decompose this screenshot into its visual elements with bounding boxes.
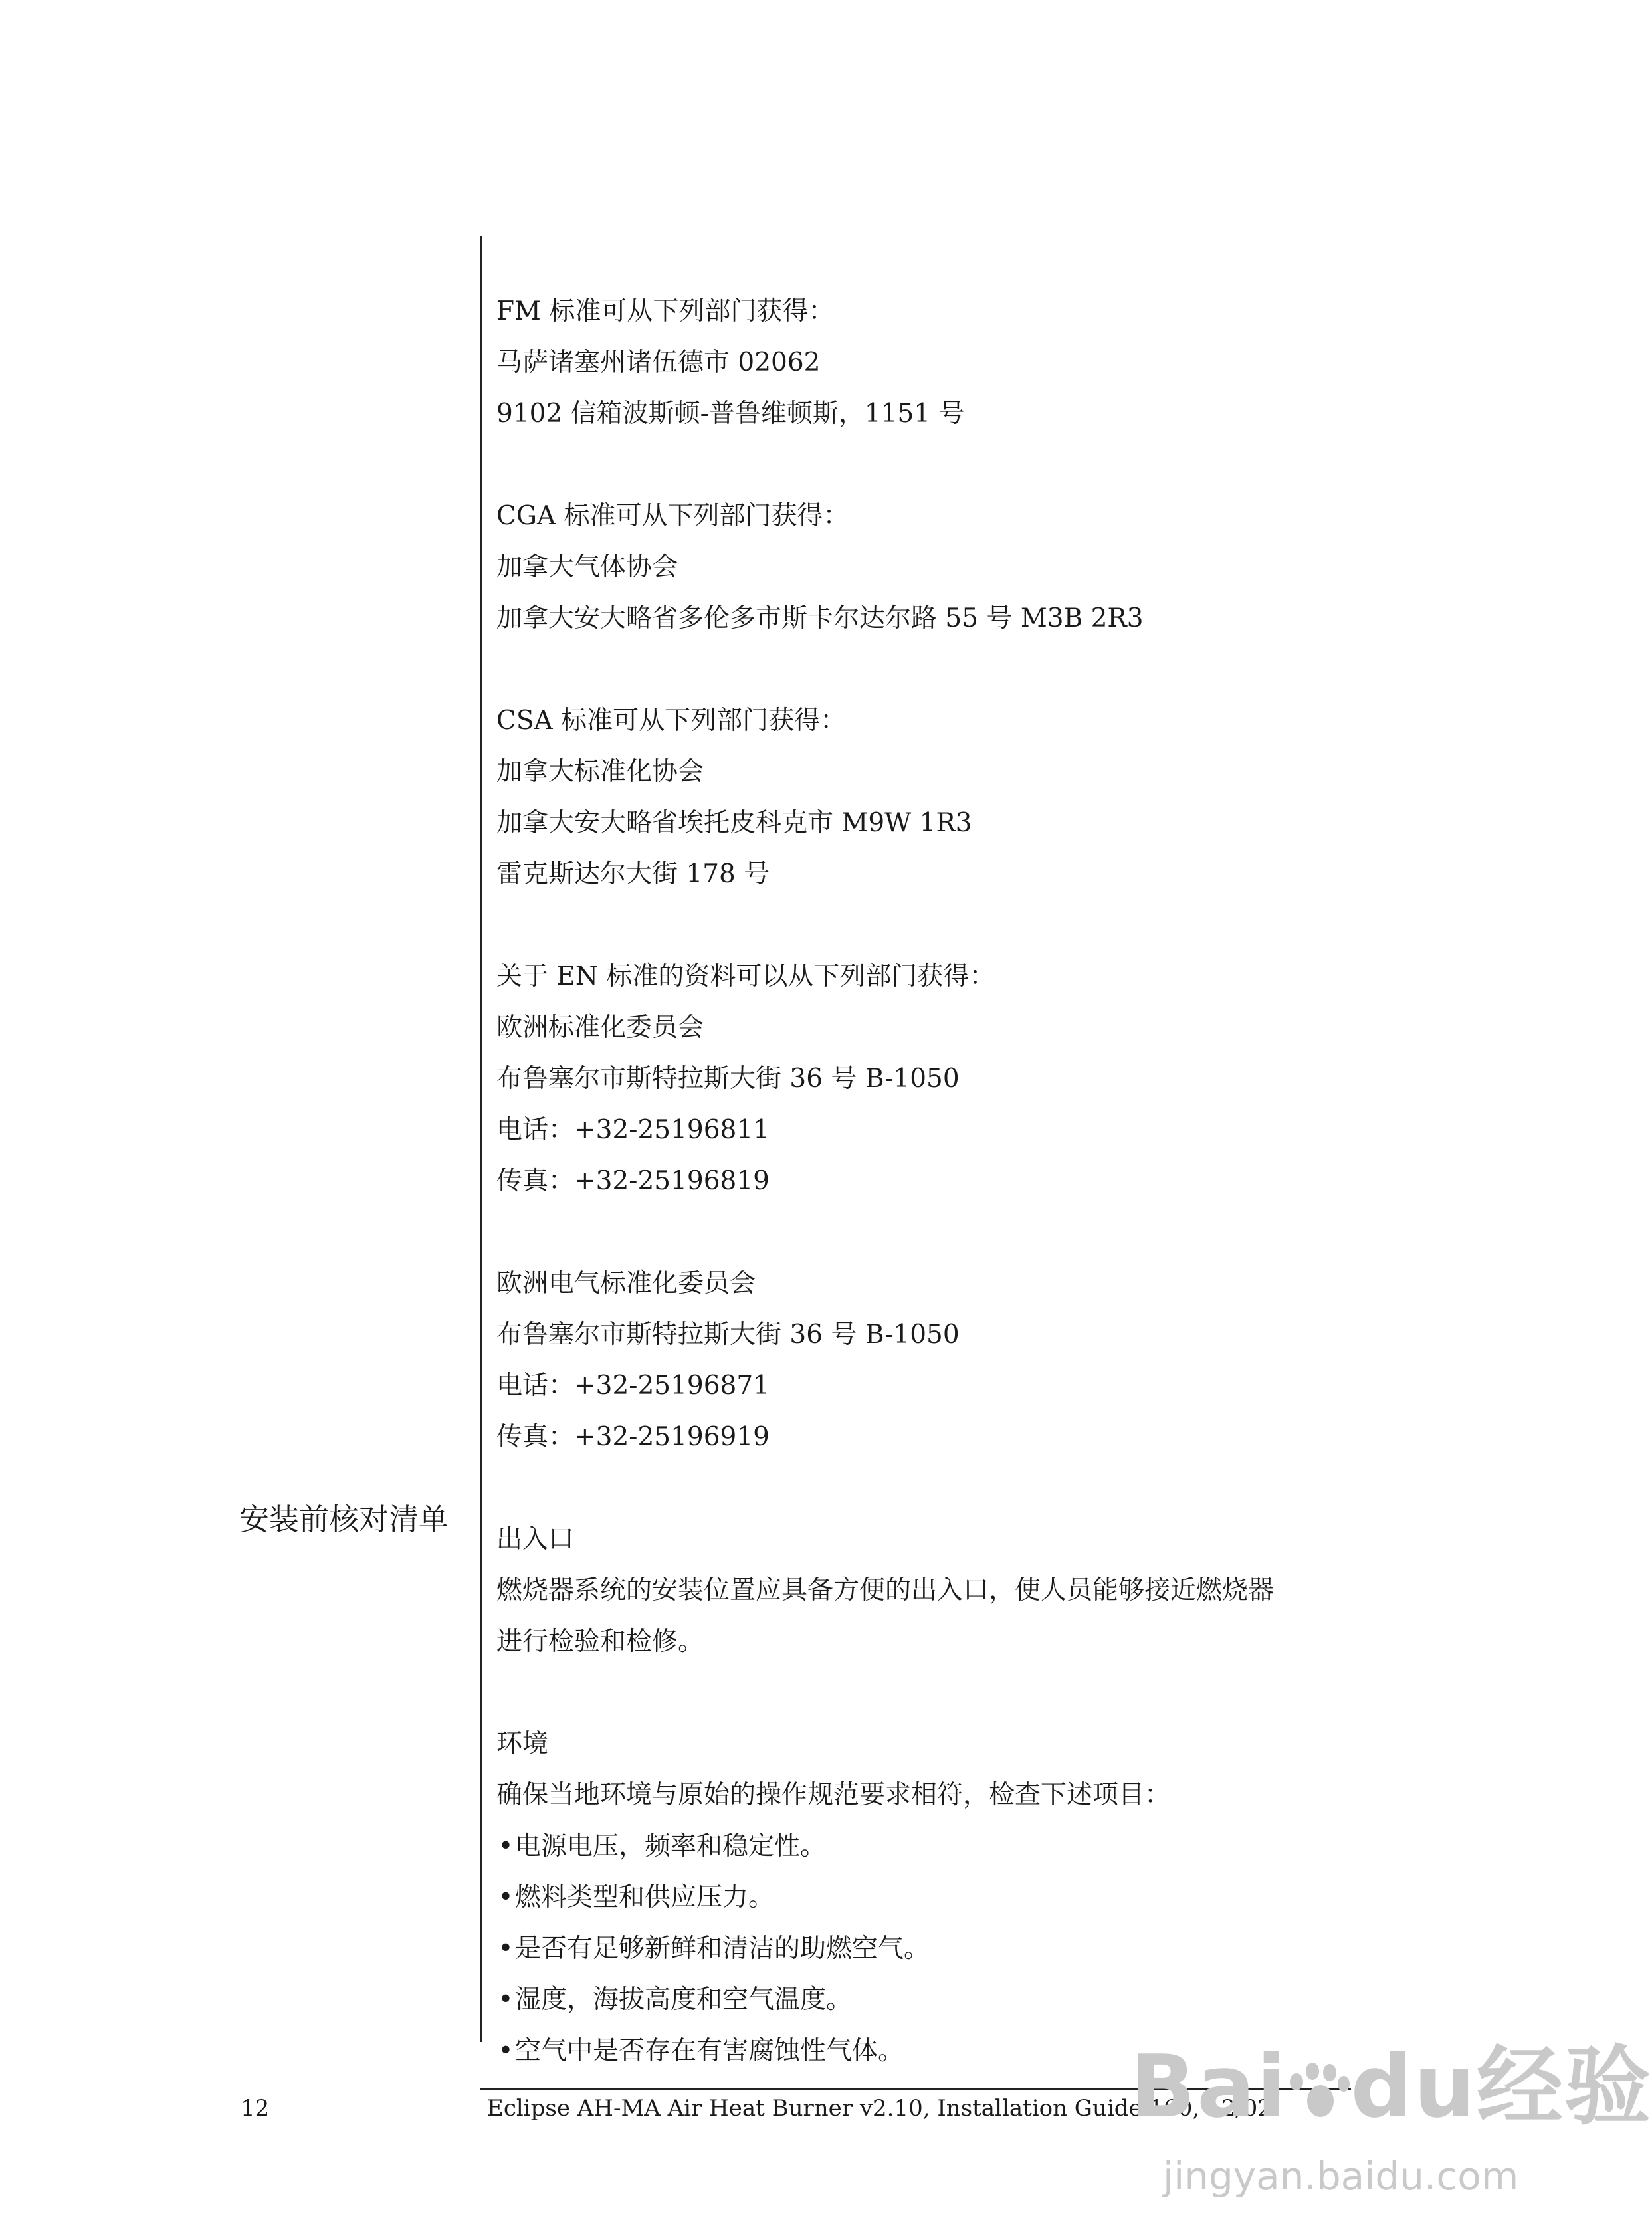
standards-block-en <box>496 951 1387 1207</box>
access-heading: 出入口 <box>496 1524 575 1554</box>
block-line: 加拿大标准化协会 <box>496 757 704 787</box>
main-content <box>496 286 1387 2077</box>
list-item-text: 是否有足够新鲜和清洁的助燃空气。 <box>515 1934 930 1964</box>
list-item-text: 湿度，海拔高度和空气温度。 <box>515 1985 853 2015</box>
block-line: FM 标准可从下列部门获得： <box>496 296 835 326</box>
block-line: 加拿大安大略省埃托皮科克市 M9W 1R3 <box>496 808 972 838</box>
standards-block-fm <box>496 286 1387 439</box>
footer-title: Eclipse AH-MA Air Heat Burner v2.10, Installation Guide 160, 12/02 <box>487 2095 1272 2122</box>
block-line: 传真：+32-25196919 <box>496 1422 770 1452</box>
section-side-heading: 安装前核对清单 <box>239 1502 449 1537</box>
page-number: 12 <box>241 2095 270 2122</box>
standards-block-csa <box>496 695 1387 900</box>
watermark-logo-left: Bai <box>1130 2036 1288 2137</box>
list-item-text: 空气中是否存在有害腐蚀性气体。 <box>515 2036 904 2066</box>
block-line: 加拿大安大略省多伦多市斯卡尔达尔路 55 号 M3B 2R3 <box>496 603 1144 633</box>
environment-heading: 环境 <box>496 1729 549 1759</box>
block-line: CGA 标准可从下列部门获得： <box>496 501 849 531</box>
block-line: 马萨诸塞州诸伍德市 02062 <box>496 348 821 377</box>
block-line: 加拿大气体协会 <box>496 552 678 582</box>
access-section <box>496 1514 1387 1667</box>
list-item <box>496 1872 1387 1923</box>
block-line: 雷克斯达尔大街 178 号 <box>496 859 770 889</box>
block-line: 欧洲标准化委员会 <box>496 1013 704 1043</box>
block-line: 传真：+32-25196819 <box>496 1166 770 1196</box>
block-line: 电话：+32-25196811 <box>496 1115 770 1145</box>
block-line: 欧洲电气标准化委员会 <box>496 1269 756 1298</box>
bullet-icon: • <box>498 1985 514 2015</box>
watermark-logo <box>1130 2037 1652 2136</box>
block-line: 电话：+32-25196871 <box>496 1371 770 1401</box>
margin-rule <box>480 236 482 2042</box>
paw-icon <box>1287 2061 1350 2124</box>
block-line: 关于 EN 标准的资料可以从下列部门获得： <box>496 962 995 991</box>
bullet-icon: • <box>498 1882 514 1912</box>
watermark-logo-right: du <box>1350 2036 1477 2137</box>
list-item <box>496 1821 1387 1872</box>
bullet-icon: • <box>498 1831 514 1861</box>
watermark-url: jingyan.baidu.com <box>1163 2154 1519 2199</box>
block-line: 布鲁塞尔市斯特拉斯大街 36 号 B-1050 <box>496 1064 960 1094</box>
block-line: CSA 标准可从下列部门获得： <box>496 706 847 736</box>
standards-block-cenelec <box>496 1258 1387 1463</box>
block-line: 布鲁塞尔市斯特拉斯大街 36 号 B-1050 <box>496 1320 960 1350</box>
environment-intro: 确保当地环境与原始的操作规范要求相符，检查下述项目： <box>496 1780 1171 1810</box>
bullet-icon: • <box>498 1934 514 1964</box>
bullet-icon: • <box>498 2036 514 2066</box>
list-item <box>496 1923 1387 1974</box>
access-line: 进行检验和检修。 <box>496 1627 704 1657</box>
watermark-logo-cn: 经验 <box>1476 2036 1652 2137</box>
block-line: 9102 信箱波斯顿-普鲁维顿斯，1151 号 <box>496 399 965 429</box>
access-line: 燃烧器系统的安装位置应具备方便的出入口，使人员能够接近燃烧器 <box>496 1576 1275 1605</box>
standards-block-cga <box>496 490 1387 644</box>
list-item-text: 燃料类型和供应压力。 <box>515 1882 775 1912</box>
list-item-text: 电源电压，频率和稳定性。 <box>515 1831 827 1861</box>
baidu-watermark <box>1090 1997 1652 2216</box>
